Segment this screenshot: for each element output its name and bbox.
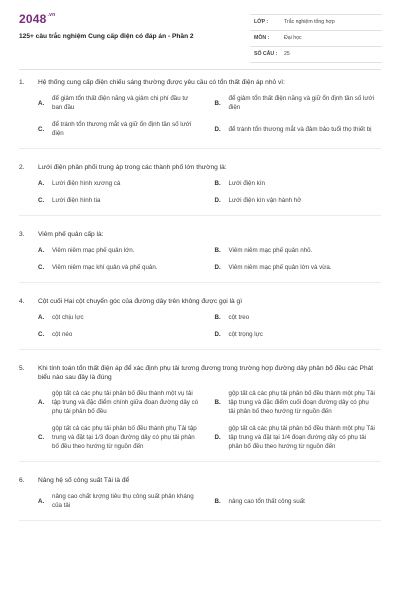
option-text: Viêm niêm mạc phế quản nhỏ. xyxy=(228,247,313,254)
option-text: cột trọng lực xyxy=(228,331,263,338)
answer-option[interactable] xyxy=(215,424,382,451)
meta-value: Đại học xyxy=(284,35,302,41)
answer-option[interactable] xyxy=(215,313,382,322)
question-item xyxy=(19,362,381,462)
option-letter: B. xyxy=(214,314,221,321)
question-text: Khi tính toán tổn thất điện áp để xác định phụ tải tương đương trong trường hợp đường dây phân bố đều các Phát biểu nào sau đây là đúng xyxy=(38,365,374,381)
option-text: cột chịu lực xyxy=(52,314,84,321)
answer-option[interactable] xyxy=(38,424,205,451)
meta-label: MÔN : xyxy=(254,35,270,41)
answer-option[interactable] xyxy=(38,313,205,322)
option-text: Viêm niêm mạc phế quản lớn. xyxy=(52,247,135,254)
option-text: để giảm tổn thất điện năng và giữ ổn định tần số lưới điện xyxy=(228,95,374,111)
answer-option[interactable] xyxy=(38,263,205,272)
answer-option[interactable] xyxy=(215,196,382,205)
question-text: Nâng hệ số công suất Tải là để xyxy=(38,477,130,484)
question-number: 3. xyxy=(19,231,25,238)
answer-option[interactable] xyxy=(38,246,205,255)
meta-row-class xyxy=(250,14,382,31)
page-title: 125+ câu trắc nghiệm Cung cấp điện có đáp án - Phần 2 xyxy=(19,33,194,40)
answer-option[interactable] xyxy=(215,179,382,188)
option-text: Lưới điện hình xương cá xyxy=(52,180,121,187)
option-letter: B. xyxy=(214,247,221,254)
answer-option[interactable] xyxy=(38,196,205,205)
option-text: Viêm niêm mạc phế quản lớn và vừa. xyxy=(228,264,332,271)
question-number: 2. xyxy=(19,164,25,171)
question-number: 4. xyxy=(19,298,25,305)
meta-label: SỐ CÂU : xyxy=(254,51,278,57)
question-number: 6. xyxy=(19,477,25,484)
logo-main: 2048 xyxy=(19,12,47,26)
question-item xyxy=(19,474,381,521)
meta-row-count xyxy=(250,47,382,63)
question-list xyxy=(0,76,400,533)
option-text: gộp tất cả các phụ tải phân bố đều thành một phụ Tải tập trung và đặt tại 1/4 đoạn đường dây có phụ tải phân bố đều theo hướng từ nguồn đến xyxy=(228,425,375,450)
option-letter: A. xyxy=(38,497,45,505)
option-letter: D. xyxy=(214,125,221,133)
answer-option[interactable] xyxy=(38,492,205,510)
option-letter: C. xyxy=(38,434,45,441)
answer-option[interactable] xyxy=(215,389,382,416)
answer-option[interactable] xyxy=(38,389,205,416)
option-letter: D. xyxy=(214,264,221,271)
option-text: Lưới điện hình tia xyxy=(52,197,101,204)
question-number: 5. xyxy=(19,365,25,372)
question-text: Cột cuối Hai cột chuyển góc của đường dây trên không được gọi là gì xyxy=(38,298,243,305)
option-letter: D. xyxy=(214,434,221,441)
answer-option[interactable] xyxy=(38,94,205,112)
option-text: nâng cao chất lượng tiêu thụ công suất phản kháng của tải xyxy=(52,493,194,509)
answer-option[interactable] xyxy=(215,263,382,272)
option-letter: D. xyxy=(214,197,221,204)
option-text: nâng cao tổn thất công suất xyxy=(228,497,305,505)
meta-row-subject xyxy=(250,31,382,47)
option-text: để tránh tổn thương mắt và đảm bảo tuổi thọ thiết bị xyxy=(228,125,372,133)
question-text: Hệ thống cung cấp điện chiếu sáng thường được yêu cầu có tổn thất điện áp nhỏ vì: xyxy=(38,79,285,86)
page-header xyxy=(0,0,400,66)
answer-option[interactable] xyxy=(215,246,382,255)
question-item xyxy=(19,161,381,216)
option-text: gộp tất cả các phụ tải phân bố đều thành một vụ tải tập trung và đặc điểm chính giữa đoạn đường dây có phụ tải phân bố đều xyxy=(52,390,199,415)
option-text: cột néo xyxy=(52,331,73,338)
question-item xyxy=(19,295,381,350)
logo-tld: .vn xyxy=(47,12,56,18)
option-letter: A. xyxy=(38,314,45,321)
question-item xyxy=(19,228,381,283)
site-logo[interactable] xyxy=(19,12,55,26)
option-text: Viêm niêm mạc khí quản và phế quản. xyxy=(52,264,158,271)
option-text: cột treo xyxy=(228,314,250,321)
question-item xyxy=(19,76,381,149)
option-letter: C. xyxy=(38,125,45,133)
option-text: Lưới điện kín xyxy=(228,180,265,187)
option-text: gộp tất cả các phụ tải phân bố đều thành phụ Tải tập trung và đặt tại 1/3 đoạn đường dây có phụ tải phân bố đều theo hướng từ nguồn đến xyxy=(52,425,197,450)
option-letter: C. xyxy=(38,264,45,271)
question-text: Lưới điện phân phối trung áp trong các thành phố lớn thường là: xyxy=(38,164,227,171)
option-text: gộp tất cả các phụ tải phân bố đều thành một phụ Tải tập trung và đặc điểm cuối đoạn đường dây có phụ tải phân bố theo hướng từ nguồn đến xyxy=(228,390,375,415)
answer-option[interactable] xyxy=(215,492,382,510)
meta-table xyxy=(250,14,382,63)
option-letter: A. xyxy=(38,247,45,254)
option-letter: B. xyxy=(214,180,221,187)
answer-option[interactable] xyxy=(38,330,205,339)
meta-label: LỚP : xyxy=(254,19,269,25)
option-text: để tránh tổn thương mắt và giữ ổn định tần số lưới điện xyxy=(52,121,192,137)
option-letter: B. xyxy=(214,497,221,505)
meta-value: Trắc nghiệm tổng hợp xyxy=(284,19,335,25)
option-letter: B. xyxy=(214,399,221,406)
option-letter: D. xyxy=(214,331,221,338)
option-letter: C. xyxy=(38,197,45,204)
option-text: Lưới điện kín vận hành hở xyxy=(228,197,302,204)
answer-option[interactable] xyxy=(215,120,382,138)
option-letter: C. xyxy=(38,331,45,338)
answer-option[interactable] xyxy=(38,120,205,138)
answer-option[interactable] xyxy=(215,94,382,112)
header-divider xyxy=(19,69,381,70)
option-letter: A. xyxy=(38,399,45,406)
option-letter: B. xyxy=(214,99,221,107)
meta-value: 25 xyxy=(284,51,290,57)
option-letter: A. xyxy=(38,99,45,107)
answer-option[interactable] xyxy=(38,179,205,188)
option-letter: A. xyxy=(38,180,45,187)
question-number: 1. xyxy=(19,79,25,86)
option-text: để giảm tổn thất điện năng và giảm chi phí đầu tư ban đầu xyxy=(52,95,189,111)
answer-option[interactable] xyxy=(215,330,382,339)
question-text: Viêm phế quản cấp là: xyxy=(38,231,104,238)
